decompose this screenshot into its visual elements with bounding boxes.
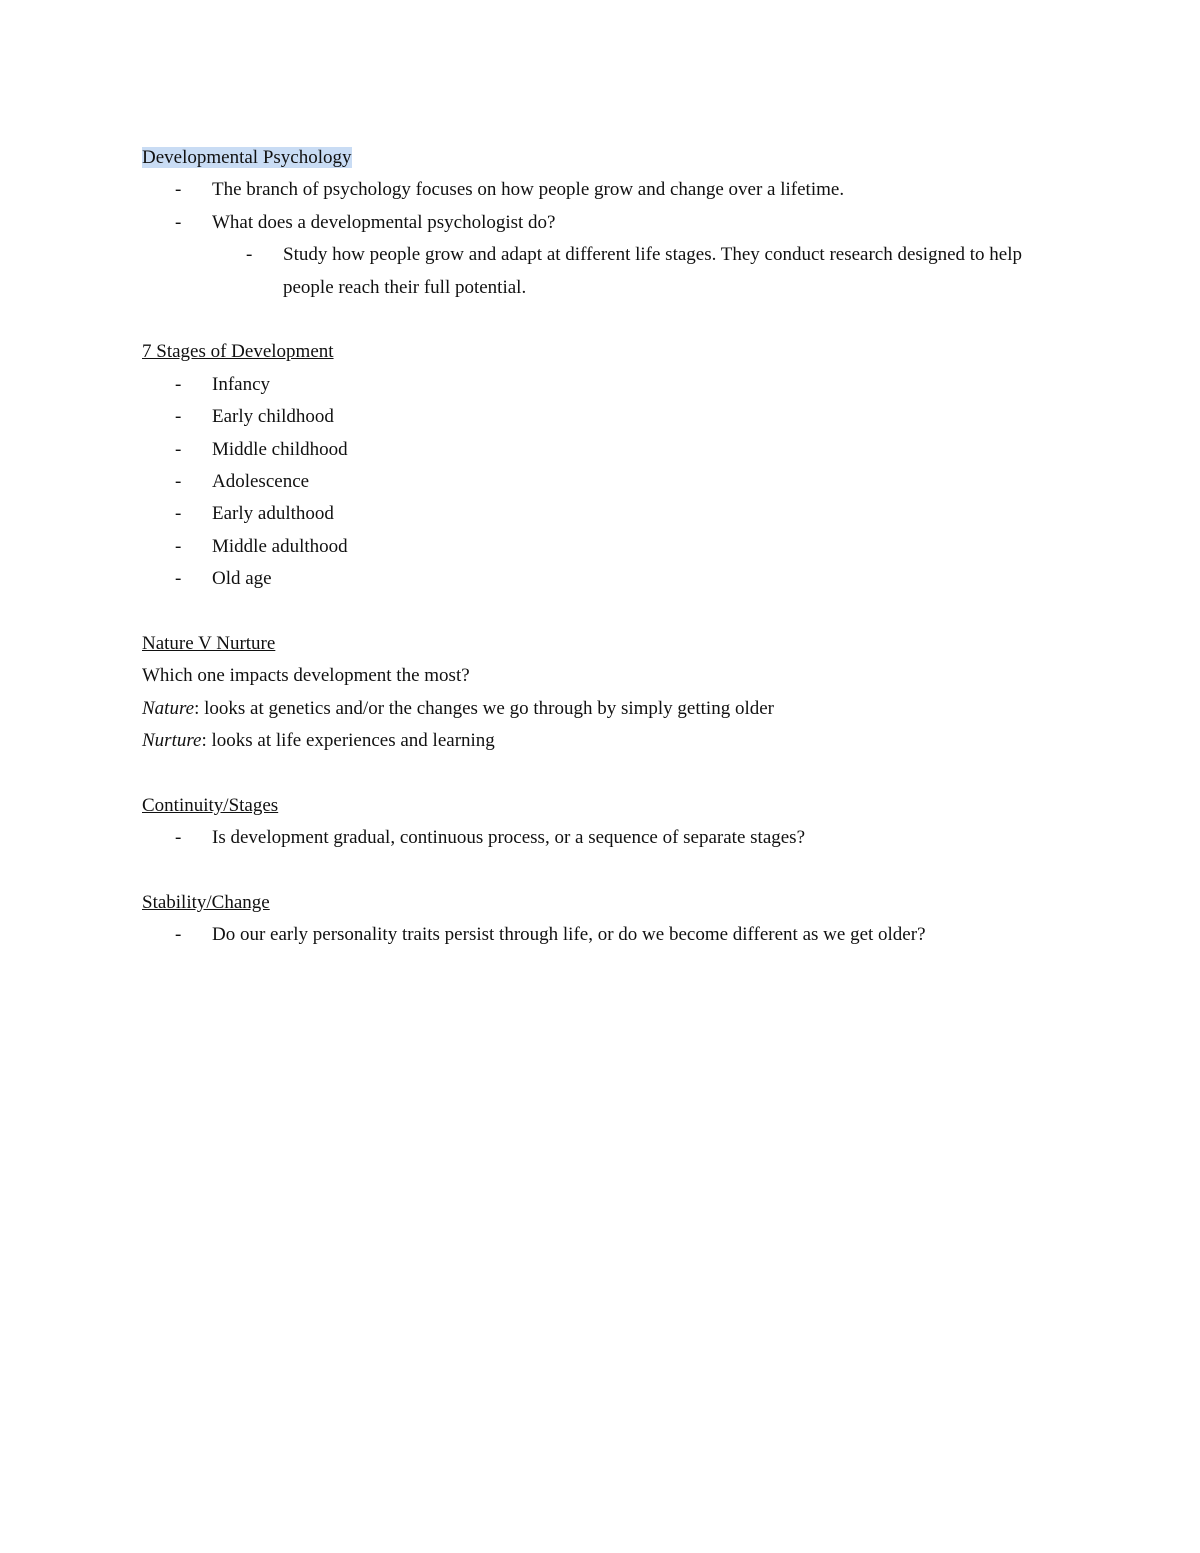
section-heading-line [142,790,1062,822]
nature-nurture-heading: Nature V Nurture [142,632,276,654]
dash-bullet: - [175,179,182,201]
list-item [142,369,1062,401]
nurture-label: Nurture [142,730,202,752]
dash-bullet: - [175,373,182,395]
continuity-heading: Continuity/Stages [142,794,279,816]
stage-item: Old age [212,568,272,590]
list-item [142,919,1062,951]
list-item [142,466,1062,498]
stage-item: Middle adulthood [212,535,348,557]
paragraph-line [142,725,1062,757]
dash-bullet: - [175,568,182,590]
dash-bullet: - [175,211,182,233]
list-item [142,434,1062,466]
stability-heading: Stability/Change [142,892,270,914]
list-item-text: What does a developmental psychologist do? [212,211,556,233]
list-item [142,563,1062,595]
list-item [142,401,1062,433]
list-item [142,822,1062,854]
dash-bullet: - [246,244,253,266]
list-item-text: The branch of psychology focuses on how people grow and change over a lifetime. [212,179,845,201]
dash-bullet: - [175,827,182,849]
stages-heading: 7 Stages of Development [142,341,334,363]
nurture-text: : looks at life experiences and learning [201,730,495,752]
paragraph-line [142,693,1062,725]
stage-item: Early childhood [212,406,334,428]
dash-bullet: - [175,406,182,428]
continuity-item: Is development gradual, continuous process, or a sequence of separate stages? [212,827,806,849]
section-heading-line [142,336,1062,368]
section-heading-line [142,628,1062,660]
dash-bullet: - [175,503,182,525]
page-title: Developmental Psychology [142,147,352,168]
title-line [142,142,1062,174]
stage-item: Early adulthood [212,503,334,525]
nature-label: Nature [142,697,195,719]
stage-item: Adolescence [212,470,310,492]
nature-text: : looks at genetics and/or the changes we go through by simply getting older [194,697,774,719]
stage-item: Infancy [212,373,271,395]
dash-bullet: - [175,924,182,946]
sub-list-item-text: Study how people grow and adapt at different life stages. They conduct research designed to help people reach their full potential. [283,244,1023,298]
section-heading-line [142,887,1062,919]
stability-item: Do our early personality traits persist through life, or do we become different as we get older? [212,924,926,946]
nature-nurture-question: Which one impacts development the most? [142,665,470,687]
list-item [142,207,1062,239]
paragraph-line [142,660,1062,692]
document-body [142,142,1062,952]
dash-bullet: - [175,438,182,460]
list-item [142,498,1062,530]
dash-bullet: - [175,535,182,557]
sub-list-item [142,239,1043,304]
stage-item: Middle childhood [212,438,348,460]
dash-bullet: - [175,470,182,492]
list-item [142,174,1062,206]
list-item [142,531,1062,563]
